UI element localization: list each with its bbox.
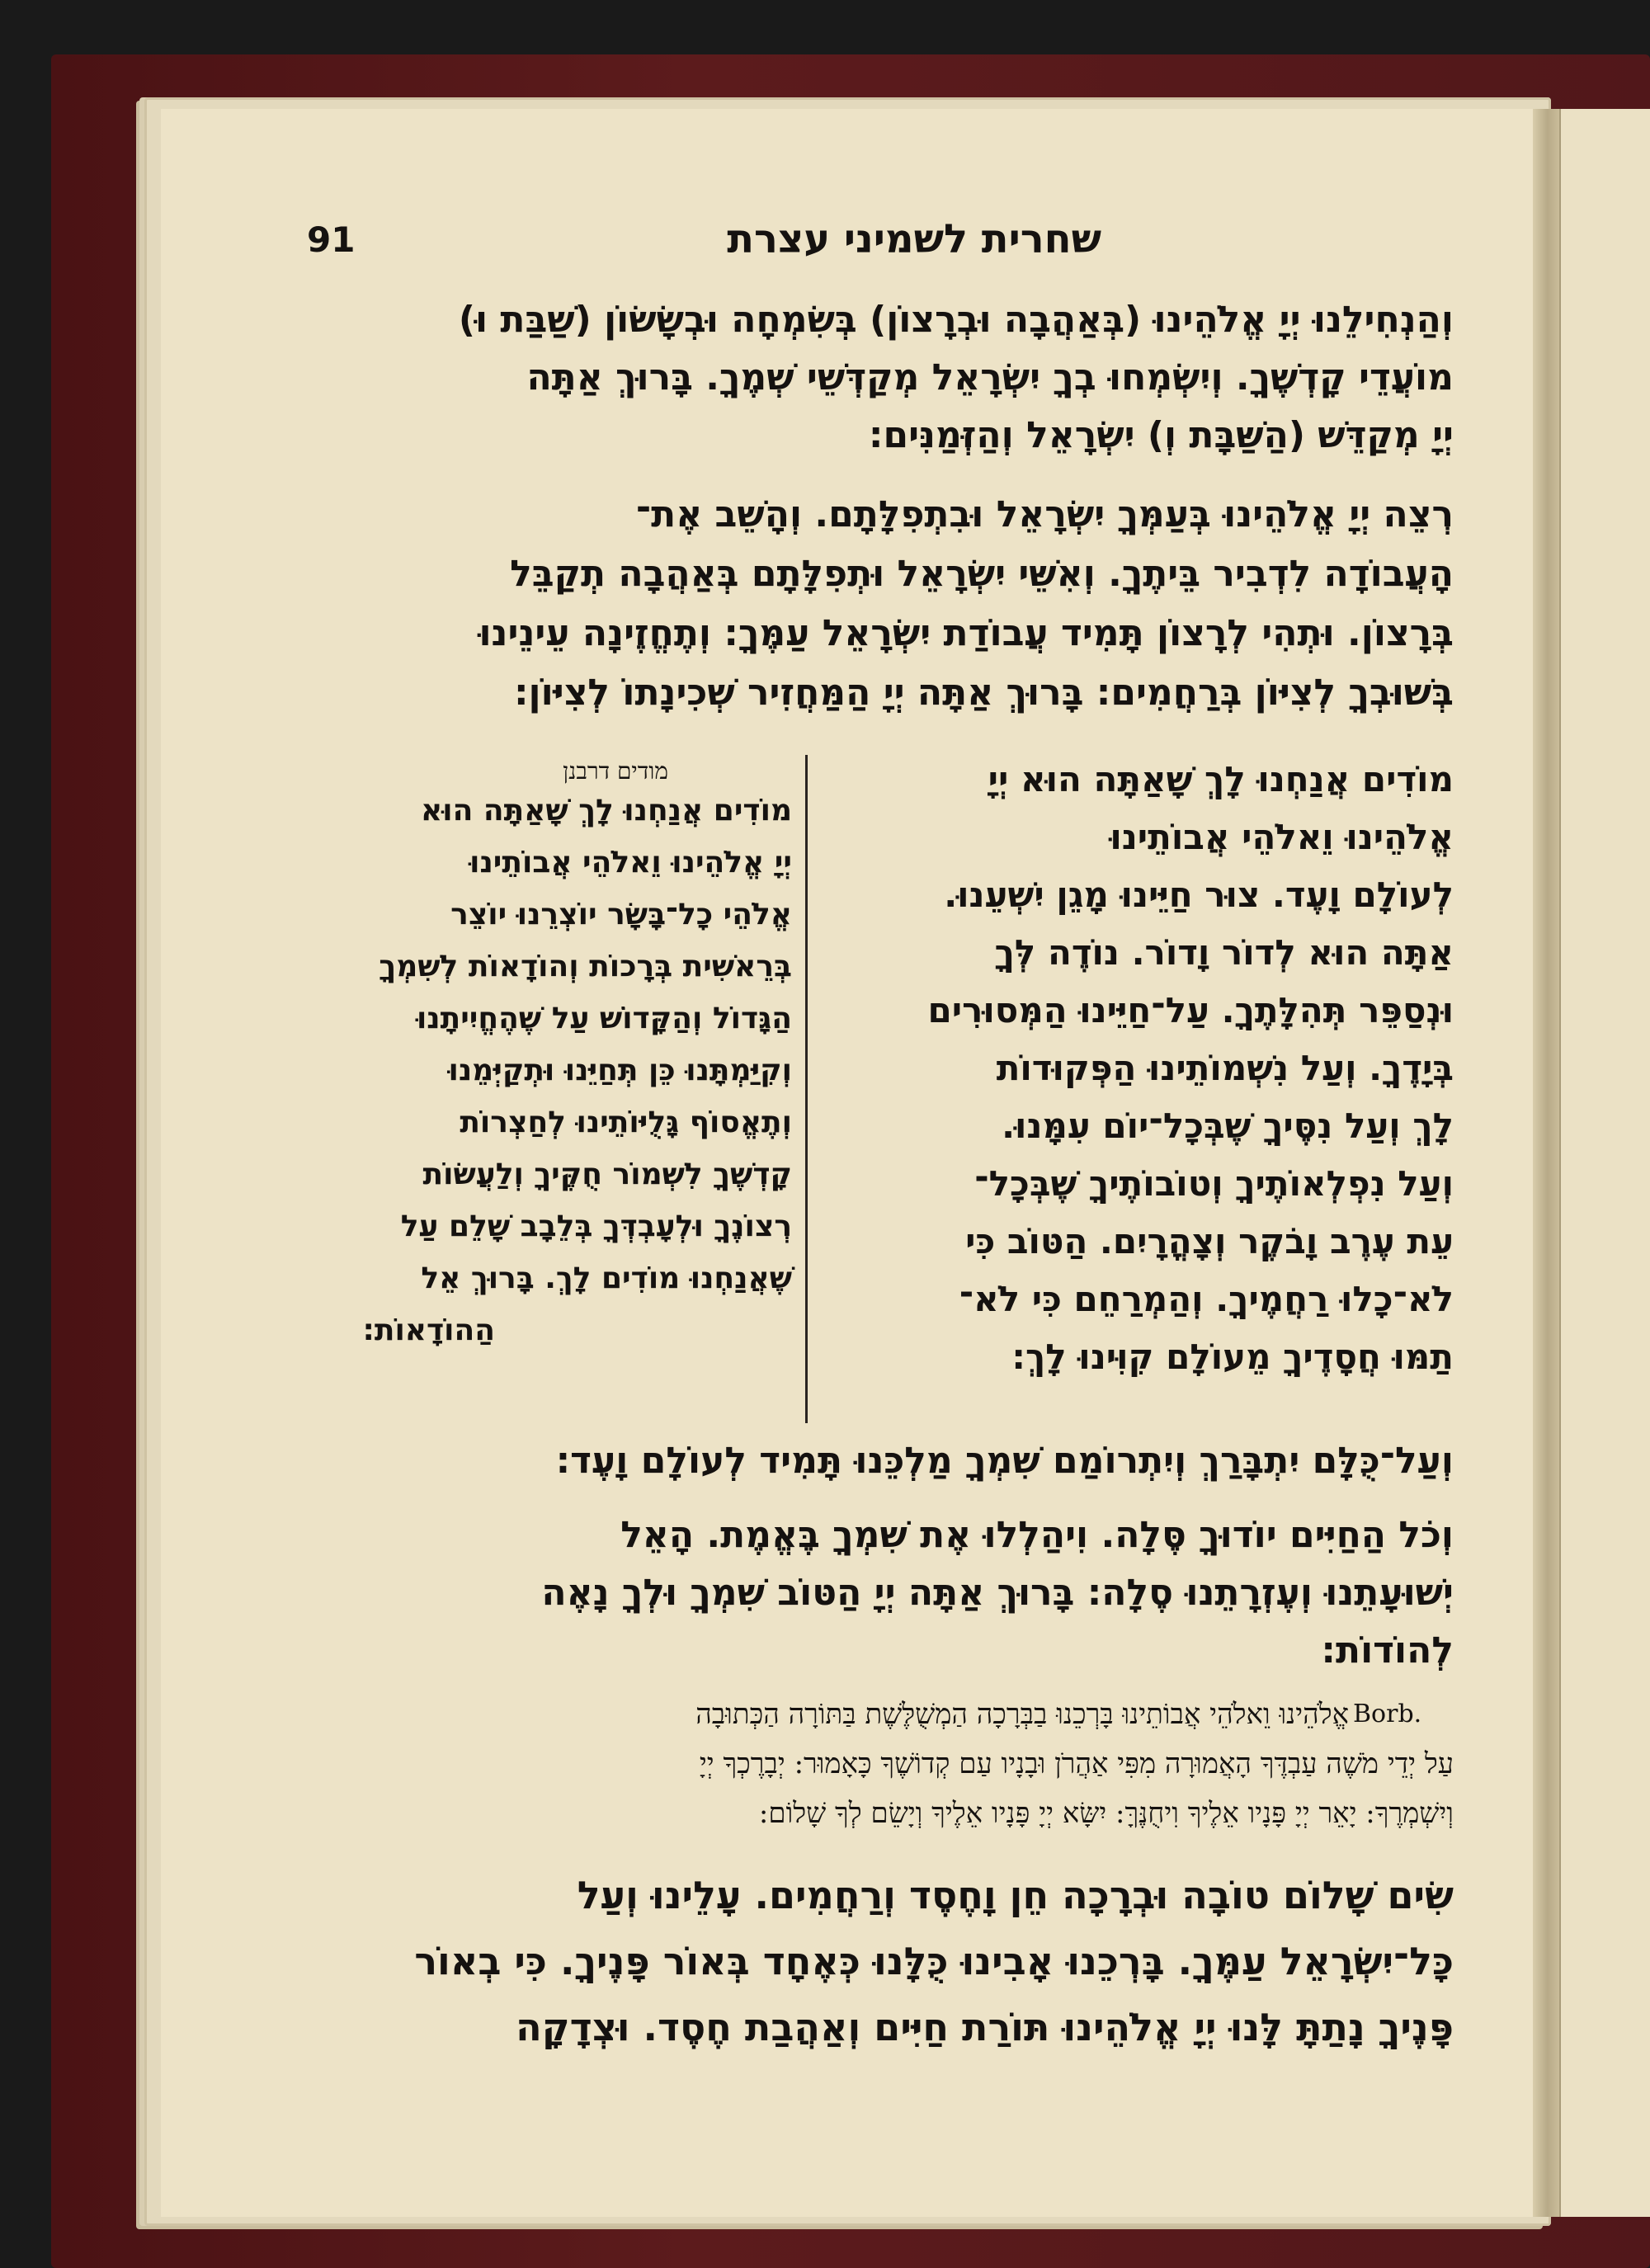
- text-line: לְעוֹלָם וָעֶד. צוּר חַיֵּינוּ מָגֵן יִשְׁעֵנוּ.: [944, 875, 1454, 915]
- text-line: קָדְשֶׁךָ לִשְׁמוֹר חֻקֶּיךָ וְלַעֲשׂוֹת: [422, 1158, 792, 1191]
- text-line: בְּרָצוֹן. וּתְהִי לְרָצוֹן תָּמִיד עֲבוֹדַת יִשְׂרָאֵל עַמֶּךָ: וְתֶחֱזֶינָה עֵינֵינוּ: [478, 612, 1454, 654]
- text-line: וְהַנְחִילֵנוּ יְיָ אֱלֹהֵינוּ (בְּאַהֲבָה וּבְרָצוֹן) בְּשִׂמְחָה וּבְשָׂשׂוֹן (שַׁבַּת וּ): [458, 299, 1454, 341]
- text-line: כָּל־יִשְׂרָאֵל עַמֶּךָ. בָּרְכֵנוּ אָבִינוּ כֻּלָּנוּ כְּאֶחָד בְּאוֹר פָּנֶיךָ. כִּי בְאוֹר: [414, 1939, 1454, 1983]
- text-line: הַגָּדוֹל וְהַקָּדוֹשׁ עַל שֶׁהֶחֱיִיתָנוּ: [416, 1002, 792, 1035]
- text-line: עֵת עֶרֶב וָבֹקֶר וְצָהֳרָיִם. הַטּוֹב כִּי: [965, 1221, 1454, 1261]
- page-title: שחרית לשמיני עצרת: [727, 216, 1101, 262]
- text-line: מוֹעֲדֵי קָדְשֶׁךָ. וְיִשְׂמְחוּ בְךָ יִשְׂרָאֵל מְקַדְּשֵׁי שְׁמֶךָ. בָּרוּךְ אַתָּה: [526, 356, 1454, 398]
- column-heading: מודים דרבנן: [563, 757, 668, 785]
- text-line: בְּשׁוּבְךָ לְצִיּוֹן בְּרַחֲמִים: בָּרוּךְ אַתָּה יְיָ הַמַּחֲזִיר שְׁכִינָתוֹ לְצִיּוֹן:: [513, 672, 1454, 714]
- text-line: שֶׁאֲנַחְנוּ מוֹדִים לָךְ. בָּרוּךְ אֵל: [421, 1261, 792, 1295]
- text-line: יְשׁוּעָתֵנוּ וְעֶזְרָתֵנוּ סֶלָה: בָּרוּךְ אַתָּה יְיָ הַטּוֹב שִׁמְךָ וּלְךָ נָאֶה: [541, 1572, 1454, 1614]
- text-line: הַהוֹדָאוֹת:: [362, 1313, 495, 1347]
- text-line: תַמּוּ חֲסָדֶיךָ מֵעוֹלָם קִוִּינוּ לָךְ:: [1011, 1337, 1454, 1377]
- book-gutter: [1533, 109, 1559, 2217]
- text-line: וּנְסַפֵּר תְּהִלָּתֶךָ. עַל־חַיֵּינוּ הַמְּסוּרִים: [927, 990, 1454, 1030]
- section-tag: Borb.: [1353, 1700, 1422, 1728]
- text-line: בְּיָדֶךָ. וְעַל נִשְׁמוֹתֵינוּ הַפְּקוּדוֹת: [996, 1048, 1454, 1088]
- text-line: לָךְ וְעַל נִסֶּיךָ שֶׁבְּכָל־יוֹם עִמָּנוּ.: [1002, 1106, 1454, 1146]
- text-line: יְיָ מְקַדֵּשׁ (הַשַּׁבָּת וְ) יִשְׂרָאֵל וְהַזְּמַנִּים:: [868, 414, 1454, 456]
- text-line: יְיָ אֱלֹהֵינוּ וֵאלֹהֵי אֲבוֹתֵינוּ: [469, 846, 792, 879]
- text-line: וְעַל־כֻּלָּם יִתְבָּרַךְ וְיִתְרוֹמַם שִׁמְךָ מַלְכֵּנוּ תָּמִיד לְעוֹלָם וָעֶד:: [555, 1440, 1454, 1482]
- text-line: שִׂים שָׁלוֹם טוֹבָה וּבְרָכָה חֵן וָחֶסֶד וְרַחֲמִים. עָלֵינוּ וְעַל: [577, 1873, 1454, 1917]
- page-number: 91: [307, 219, 356, 260]
- text-line: אֱלֹהֵינוּ וֵאלֹהֵי אֲבוֹתֵינוּ בָּרְכֵנוּ בַבְּרָכָה הַמְשֻׁלֶּשֶׁת בַּתּוֹרָה הַכְּתוּבָה: [695, 1698, 1349, 1731]
- text-line: אֱלֹהֵי כָל־בָּשָׂר יוֹצְרֵנוּ יוֹצֵר: [450, 898, 792, 931]
- text-line: וְקִיַּמְתָּנוּ כֵּן תְּחַיֵּנוּ וּתְקַיְּמֵנוּ: [448, 1054, 792, 1087]
- text-line: אַתָּה הוּא לְדוֹר וָדוֹר. נוֹדֶה לְּךָ: [994, 932, 1454, 973]
- text-line: אֱלֹהֵינוּ וֵאלֹהֵי אֲבוֹתֵינוּ: [1110, 817, 1454, 857]
- text-line: וְתֶאֱסוֹף גָּלֻיּוֹתֵינוּ לְחַצְרוֹת: [460, 1106, 792, 1139]
- text-line: בְּרֵאשִׁית בְּרָכוֹת וְהוֹדָאוֹת לְשִׁמְךָ: [379, 950, 792, 983]
- column-divider: [805, 755, 808, 1423]
- text-line: רְצֵה יְיָ אֱלֹהֵינוּ בְּעַמְּךָ יִשְׂרָאֵל וּבִתְפִלָּתָם. וְהָשֵׁב אֶת־: [635, 493, 1454, 535]
- text-line: וְעַל נִפְלְאוֹתֶיךָ וְטוֹבוֹתֶיךָ שֶׁבְּכָל־: [974, 1163, 1454, 1204]
- text-line: עַל יְדֵי מֹשֶׁה עַבְדֶּךָ הָאֲמוּרָה מִפִּי אַהֲרֹן וּבָנָיו עַם קְדוֹשֶׁךָ כָּאָמוּר: יְבָרֶכְךָ יְיָ: [699, 1747, 1454, 1780]
- text-line: וְיִשְׁמְרֶךָ: יָאֵר יְיָ פָּנָיו אֵלֶיךָ וִיחֻנֶּךָּ: יִשָּׂא יְיָ פָּנָיו אֵלֶיךָ וְיָשֵׂם לְךָ שָׁלוֹם:: [758, 1797, 1454, 1830]
- text-line: פָּנֶיךָ נָתַתָּ לָּנוּ יְיָ אֱלֹהֵינוּ תּוֹרַת חַיִּים וְאַהֲבַת חֶסֶד. וּצְדָקָה: [516, 2005, 1454, 2049]
- text-line: וְכֹל הַחַיִּים יוֹדוּךָ סֶּלָה. וִיהַלְלוּ אֶת שִׁמְךָ בֶּאֱמֶת. הָאֵל: [620, 1514, 1454, 1556]
- text-line: מוֹדִים אֲנַחְנוּ לָךְ שָׁאַתָּה הוּא יְיָ: [988, 759, 1454, 799]
- text-line: הָעֲבוֹדָה לִדְבִיר בֵּיתֶךָ. וְאִשֵּׁי יִשְׂרָאֵל וּתְפִלָּתָם בְּאַהֲבָה תְקַבֵּל: [510, 553, 1454, 595]
- text-line: מוֹדִים אֲנַחְנוּ לָךְ שָׁאַתָּה הוּא: [421, 794, 792, 828]
- text-line: רְצוֹנֶךָ וּלְעָבְדְּךָ בְּלֵבָב שָׁלֵם עַל: [400, 1209, 792, 1243]
- text-line: לֹא־כָלוּ רַחֲמֶיךָ. וְהַמְרַחֵם כִּי לֹא־: [959, 1279, 1454, 1319]
- facing-page-edge: [1559, 109, 1650, 2217]
- text-line: לְהוֹדוֹת:: [1321, 1629, 1454, 1672]
